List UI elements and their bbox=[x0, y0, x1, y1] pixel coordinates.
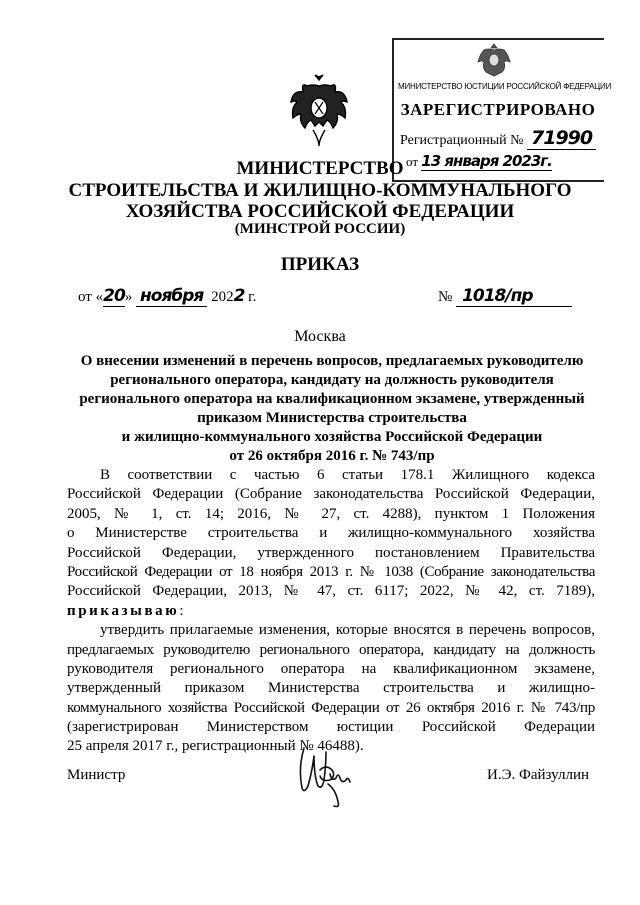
date-year-suffix: 2 bbox=[233, 286, 245, 306]
coat-of-arms-emblem bbox=[287, 72, 351, 150]
body-line: Российской Федерации (Собрание законодательства Российской Федерации, bbox=[67, 486, 595, 503]
ministry-name-line3: ХОЗЯЙСТВА РОССИЙСКОЙ ФЕДЕРАЦИИ bbox=[125, 201, 515, 222]
stamp-ministry-name: МИНИСТЕРСТВО ЮСТИЦИИ РОССИЙСКОЙ ФЕДЕРАЦИИ bbox=[398, 82, 612, 91]
date-prefix: от « bbox=[78, 289, 104, 305]
date-year-prefix: 202 bbox=[207, 289, 234, 305]
date-day: 20 bbox=[103, 286, 125, 306]
stamp-emblem-icon bbox=[474, 42, 514, 80]
stamp-status: ЗАРЕГИСТРИРОВАНО bbox=[400, 100, 596, 119]
number-label: № bbox=[438, 289, 453, 305]
signatory-name: И.Э. Файзуллин bbox=[487, 767, 589, 783]
body-line: утвержденный приказом Министерства строительства и жилищно- bbox=[67, 680, 595, 697]
ministry-name-line2: СТРОИТЕЛЬСТВА И ЖИЛИЩНО-КОММУНАЛЬНОГО bbox=[68, 180, 572, 201]
body-line: (зарегистрирован Министерством юстиции Российской Федерации bbox=[67, 719, 595, 736]
document-title bbox=[70, 352, 594, 466]
body-line: 2005, № 1, ст. 14; 2016, № 27, ст. 4288), пунктом 1 Положения bbox=[67, 505, 595, 522]
order-date bbox=[78, 286, 256, 307]
body-line: Российской Федерации, 2013, № 47, ст. 6117; 2022, № 42, ст. 7189), bbox=[67, 583, 595, 600]
body-line: 25 апреля 2017 г., регистрационный № 46488). bbox=[67, 738, 364, 755]
ministry-abbreviation: (МИНСТРОЙ РОССИИ) bbox=[234, 221, 406, 237]
body-line: руководителя регионального оператора на квалификационном экзамене, bbox=[67, 660, 595, 677]
ministry-name-line1: МИНИСТЕРСТВО bbox=[236, 158, 404, 179]
date-mid: » bbox=[124, 289, 137, 305]
body-line: предлагаемых руководителю регионального оператора, кандидату на должность bbox=[67, 641, 595, 658]
body-line: Российской Федерации от 18 ноября 2013 г. № 1038 (Собрание законодательства bbox=[67, 563, 595, 580]
body-line: В соответствии с частью 6 статьи 178.1 Жилищного кодекса bbox=[100, 467, 595, 483]
title-line: приказом Министерства строительства bbox=[197, 410, 467, 426]
title-line: регионального оператора, кандидату на должность руководителя bbox=[110, 372, 554, 388]
order-number bbox=[438, 286, 572, 307]
number-value: 1018/пр bbox=[456, 286, 572, 307]
city: Москва bbox=[294, 328, 346, 345]
title-line: регионального оператора на квалификационном экзамене, утвержденный bbox=[79, 391, 585, 407]
document-body bbox=[67, 466, 595, 757]
order-word-line bbox=[67, 602, 595, 621]
order-word: приказываю bbox=[67, 602, 180, 619]
handwritten-signature bbox=[290, 740, 365, 810]
body-line: коммунального хозяйства Российской Федерации от 26 октября 2016 г. № 743/пр bbox=[67, 699, 595, 716]
title-line: и жилищно-коммунального хозяйства Российской Федерации bbox=[121, 429, 543, 445]
stamp-date-value: 13 января 2023г. bbox=[421, 152, 552, 170]
signatory-title: Министр bbox=[67, 767, 126, 783]
date-month: ноября bbox=[136, 286, 207, 307]
title-line: О внесении изменений в перечень вопросов, предлагаемых руководителю bbox=[80, 353, 584, 369]
date-year-end: г. bbox=[244, 289, 257, 305]
stamp-registration-number bbox=[400, 127, 596, 150]
order-colon: : bbox=[179, 602, 184, 619]
document-type: ПРИКАЗ bbox=[280, 254, 360, 275]
body-line: Российской Федерации, утвержденного постановлением Правительства bbox=[67, 544, 595, 561]
stamp-date-prefix: от bbox=[406, 154, 419, 169]
stamp-reg-number-value: 71990 bbox=[527, 127, 596, 150]
title-line: от 26 октября 2016 г. № 743/пр bbox=[229, 448, 435, 464]
body-line: утвердить прилагаемые изменения, которые вносятся в перечень вопросов, bbox=[100, 622, 595, 639]
stamp-reg-label: Регистрационный № bbox=[400, 133, 524, 148]
body-line: о Министерстве строительства и жилищно-коммунального хозяйства bbox=[67, 525, 595, 542]
